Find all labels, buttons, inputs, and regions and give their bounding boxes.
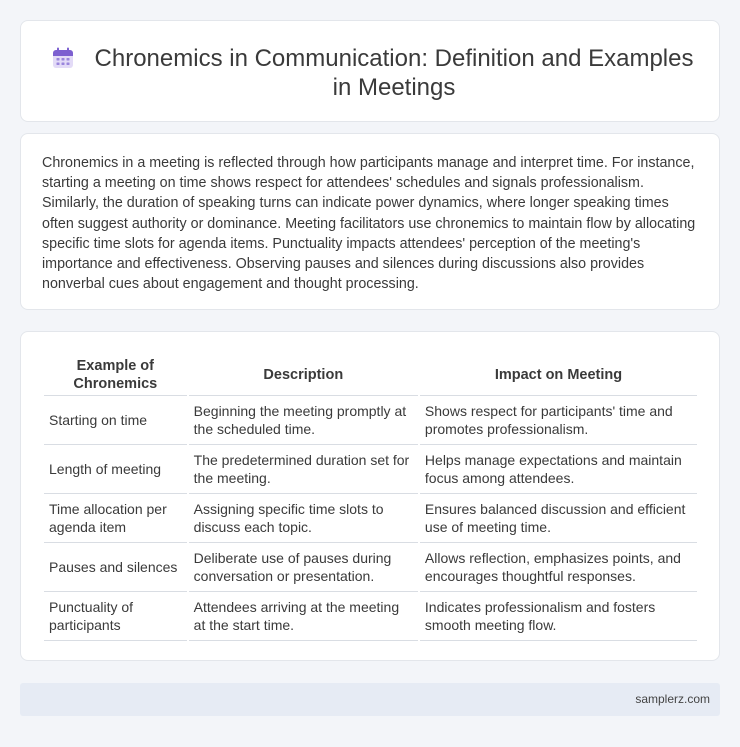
column-header-impact: Impact on Meeting (420, 354, 697, 396)
column-header-description: Description (189, 354, 418, 396)
cell-impact: Shows respect for participants' time and promotes professionalism. (420, 396, 697, 445)
cell-example: Time allocation per agenda item (44, 494, 187, 543)
cell-impact: Indicates professionalism and fosters smooth meeting flow. (420, 592, 697, 641)
cell-impact: Allows reflection, emphasizes points, and encourages thoughtful responses. (420, 543, 697, 592)
cell-description: Attendees arriving at the meeting at the start time. (189, 592, 418, 641)
page-title: Chronemics in Communication: Definition and Examples in Meetings (94, 45, 694, 101)
header-card (20, 20, 720, 122)
intro-card (20, 133, 720, 310)
cell-impact: Ensures balanced discussion and efficient use of meeting time. (420, 494, 697, 543)
cell-description: Assigning specific time slots to discuss each topic. (189, 494, 418, 543)
column-header-example: Example of Chronemics (44, 354, 187, 396)
table-row (44, 396, 697, 445)
table-row (44, 494, 697, 543)
footer-bar (20, 683, 720, 716)
cell-description: Beginning the meeting promptly at the scheduled time. (189, 396, 418, 445)
table-header-row (44, 354, 697, 396)
cell-example: Pauses and silences (44, 543, 187, 592)
table-row (44, 543, 697, 592)
table-card (20, 331, 720, 661)
cell-description: Deliberate use of pauses during conversation or presentation. (189, 543, 418, 592)
intro-paragraph: Chronemics in a meeting is reflected through how participants manage and interpret time. For instance, starting a meeting on time shows respect for attendees' schedules and signals professionalism. Similarly, the duration of speaking turns can indicate power dynamics, where longer speaking times often suggest authority or dominance. Meeting facilitators use chronemics to maintain flow by allocating specific time slots for agenda items. Punctuality impacts attendees' perception of the meeting's importance and effectiveness. Observing pauses and silences during discussions also provides nonverbal cues about engagement and thought processing. (42, 155, 696, 293)
cell-example: Starting on time (44, 396, 187, 445)
cell-impact: Helps manage expectations and maintain focus among attendees. (420, 445, 697, 494)
table-row (44, 445, 697, 494)
table-row (44, 592, 697, 641)
cell-example: Length of meeting (44, 445, 187, 494)
chronemics-table (42, 354, 699, 641)
cell-description: The predetermined duration set for the meeting. (189, 445, 418, 494)
footer-site-link[interactable]: samplerz.com (635, 692, 710, 706)
cell-example: Punctuality of participants (44, 592, 187, 641)
